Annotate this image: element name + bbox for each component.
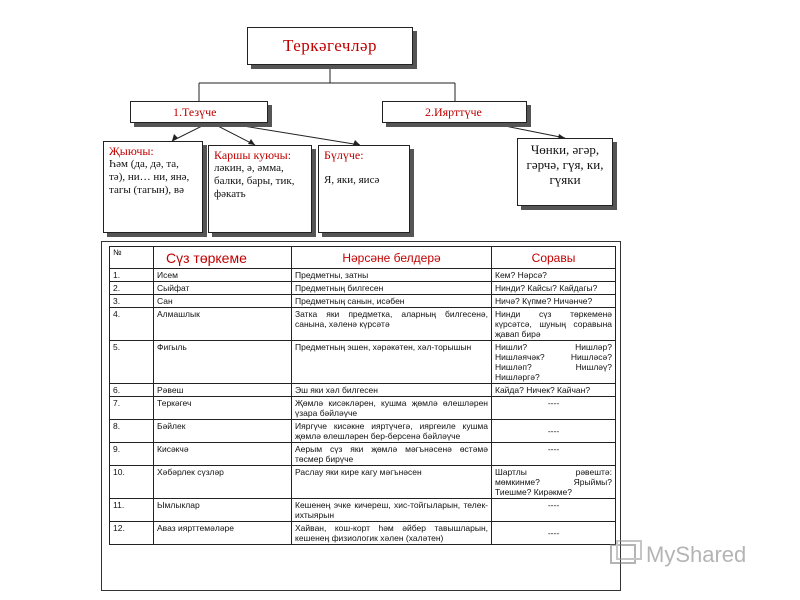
table-row <box>110 308 616 341</box>
header-meaning: Нәрсәне белдерә <box>292 247 492 269</box>
row-meaning: Предметның санын, исәбен <box>292 295 492 308</box>
row-number: 11. <box>110 499 154 522</box>
row-part: Аваз иярттемәләре <box>154 522 292 545</box>
table-row <box>110 384 616 397</box>
header-question: Соравы <box>492 247 616 269</box>
row-meaning: Хайван, кош-корт һәм әйбер тавышларын, кешенең физиологик хәлен (халәтен) <box>292 522 492 545</box>
row-meaning: Аерым сүз яки җөмлә мәгънәсенә өстәмә төсмер бирүче <box>292 443 492 466</box>
row-meaning: Эш яки хәл билгесен <box>292 384 492 397</box>
parts-of-speech-table <box>109 246 616 545</box>
watermark-text: MyShared <box>646 542 747 567</box>
row-question: ---- <box>492 499 616 522</box>
table-row <box>110 397 616 420</box>
tree-leaf-copulative <box>103 141 203 233</box>
row-meaning: Затка яки предметка, аларның билгесенә, санына, хәленә күрсәтә <box>292 308 492 341</box>
row-part: Кисәкчә <box>154 443 292 466</box>
tree-leaf-adversative <box>208 145 312 233</box>
row-meaning: Ияргүче кисәкне ияртүчегә, ияргеиле кушма җөмлә өлешләрен бер-берсенә бәйләүче <box>292 420 492 443</box>
tree-leaf-disjunctive <box>318 145 410 233</box>
watermark-icon <box>610 540 642 570</box>
row-part: Ымлыклар <box>154 499 292 522</box>
row-part: Хәбәрлек сүзләр <box>154 466 292 499</box>
table-header-row <box>110 247 616 269</box>
row-question: ---- <box>492 522 616 545</box>
row-meaning: Предметның эшен, хәрәкәтен, хәл-торышын <box>292 341 492 384</box>
table-row <box>110 269 616 282</box>
row-question: Нишли? Нишләр? Нишләячәк? Нишләсә? Нишләп? Нишләү? Нишләргә? <box>492 341 616 384</box>
row-number: 1. <box>110 269 154 282</box>
row-meaning: Предметны, затны <box>292 269 492 282</box>
tree-node-coordinating: 1.Тезүче <box>130 101 268 123</box>
row-part: Сан <box>154 295 292 308</box>
row-meaning: Кешенең эчке кичереш, хис-тойгыларын, телек-ихтыярын <box>292 499 492 522</box>
header-part-of-speech: Сүз төркеме <box>154 247 292 269</box>
header-number: № <box>110 247 154 269</box>
leaf-body: ләкин, ә, әмма, балки, бары, тик, фәкать <box>214 162 295 200</box>
row-number: 12. <box>110 522 154 545</box>
leaf-heading: Каршы куючы: <box>214 148 292 162</box>
row-meaning: Җөмлә кисәкләрен, кушма җөмлә өлешләрен үзара бәйләүче <box>292 397 492 420</box>
row-question: Кайда? Ничек? Кайчан? <box>492 384 616 397</box>
row-question: ---- <box>492 397 616 420</box>
row-number: 5. <box>110 341 154 384</box>
row-part: Алмашлык <box>154 308 292 341</box>
row-question: Кем? Нәрсә? <box>492 269 616 282</box>
row-number: 3. <box>110 295 154 308</box>
table-row <box>110 295 616 308</box>
row-part: Бәйлек <box>154 420 292 443</box>
row-question: ---- <box>492 443 616 466</box>
row-part: Теркәгеч <box>154 397 292 420</box>
tree-node-subordinating: 2.Иярттүче <box>382 101 527 123</box>
row-question: Шартлы рәвештә: мөмкинме? Ярыймы? Тиешме? Кирәкме? <box>492 466 616 499</box>
row-meaning: Раслау яки кире кагу мәгънәсен <box>292 466 492 499</box>
row-part: Фигыль <box>154 341 292 384</box>
row-number: 8. <box>110 420 154 443</box>
table-row <box>110 282 616 295</box>
row-question: Нинди? Кайсы? Кайдагы? <box>492 282 616 295</box>
row-part: Сыйфат <box>154 282 292 295</box>
table-row <box>110 466 616 499</box>
table-row <box>110 522 616 545</box>
row-number: 7. <box>110 397 154 420</box>
row-meaning: Предметның билгесен <box>292 282 492 295</box>
table-row <box>110 341 616 384</box>
tree-leaf-subordinating-list: Чөнки, әгәр, гәрчә, гүя, ки, гүяки <box>517 138 613 206</box>
row-part: Рәвеш <box>154 384 292 397</box>
watermark-logo <box>610 537 746 573</box>
row-number: 9. <box>110 443 154 466</box>
row-number: 10. <box>110 466 154 499</box>
row-question: Нинди сүз төркеменә күрсәтсә, шуның соравына җавап бирә <box>492 308 616 341</box>
row-number: 4. <box>110 308 154 341</box>
row-number: 6. <box>110 384 154 397</box>
row-question: Ничә? Күпме? Ничәнче? <box>492 295 616 308</box>
row-question: ---- <box>492 420 616 443</box>
table-row <box>110 443 616 466</box>
leaf-heading: Җыючы: <box>109 144 154 158</box>
tree-root: Теркәгечләр <box>247 27 413 65</box>
leaf-body: Я, яки, яисә <box>324 174 380 186</box>
row-part: Исем <box>154 269 292 282</box>
table-row <box>110 499 616 522</box>
leaf-heading: Бүлүче: <box>324 148 364 162</box>
table-row <box>110 420 616 443</box>
row-number: 2. <box>110 282 154 295</box>
leaf-body: Һәм (да, дә, та, тә), ни… ни, янә, тагы (тагын), вә <box>109 158 190 196</box>
